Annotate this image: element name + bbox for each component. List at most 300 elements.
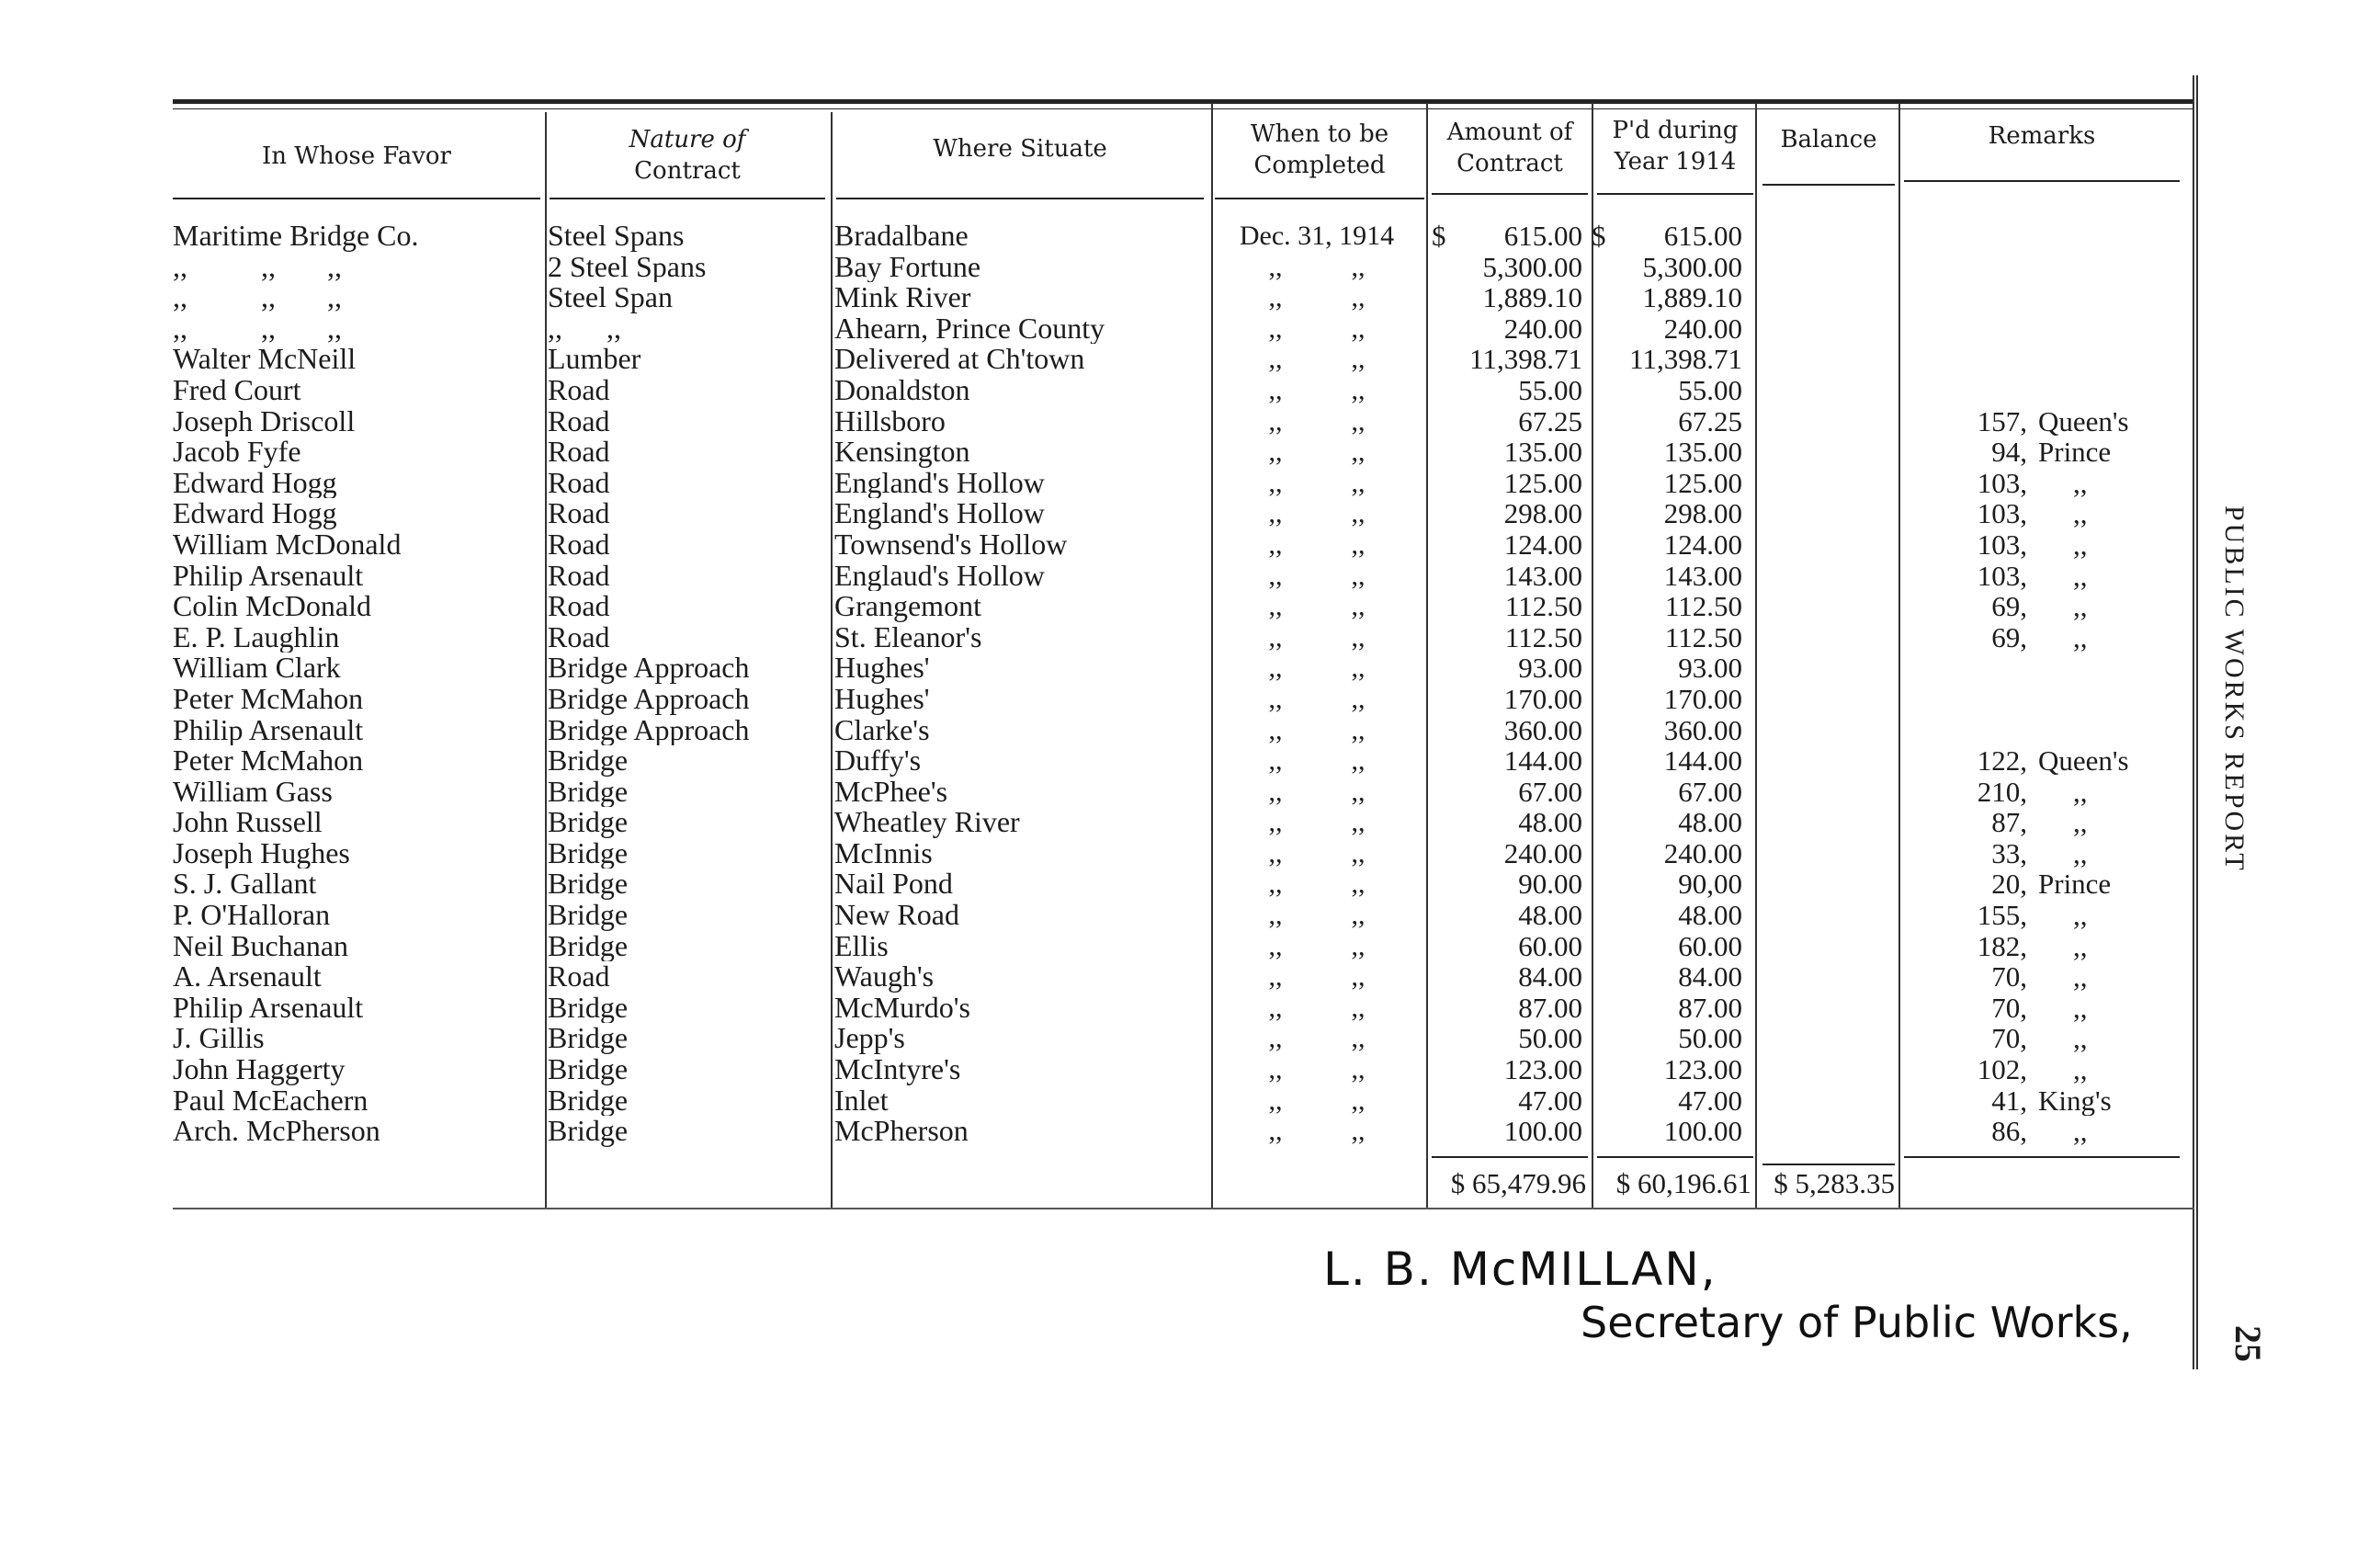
remarks-number: 103, — [1977, 498, 2027, 529]
balance-cell — [1742, 1085, 1889, 1117]
nature-cell: Road — [548, 621, 610, 653]
remarks-number: 182, — [1977, 930, 2027, 962]
amount-cell — [1422, 1085, 1582, 1117]
favor-cell: Paul McEachern — [173, 1084, 368, 1117]
remarks-cell — [1889, 498, 2185, 529]
nature-cell: Road — [548, 467, 610, 499]
nature-cell: Bridge Approach — [548, 714, 750, 746]
when-cell: ,, ,, — [1268, 868, 1366, 900]
remarks-place: ,, — [2073, 528, 2088, 561]
where-cell: St. Eleanor's — [834, 621, 982, 653]
totals-rule — [1904, 1156, 2180, 1158]
table-row — [173, 529, 2185, 561]
balance-cell — [1742, 561, 1889, 592]
nature-cell: Road — [548, 560, 610, 592]
remarks-cell — [1889, 344, 2185, 375]
paid-value: 67.00 — [1678, 776, 1742, 808]
paid-cell — [1582, 807, 1742, 838]
nature-cell: Road — [548, 591, 610, 622]
amount-cell — [1422, 252, 1582, 283]
amount-value: 360.00 — [1503, 714, 1582, 746]
nature-cell: Road — [548, 405, 610, 437]
remarks-number: 41, — [1991, 1084, 2027, 1117]
where-cell: McPhee's — [834, 776, 948, 808]
amount-value: 50.00 — [1518, 1023, 1582, 1055]
amount-cell — [1422, 622, 1582, 653]
when-cell: ,, ,, — [1268, 807, 1366, 838]
when-cell: ,, ,, — [1268, 776, 1366, 807]
when-cell: ,, ,, — [1268, 653, 1366, 684]
paid-cell — [1582, 252, 1742, 283]
when-cell: ,, ,, — [1268, 683, 1366, 714]
where-cell: Kensington — [834, 437, 970, 468]
dollar-sign: $ — [1432, 221, 1446, 252]
remarks-number: 86, — [1991, 1116, 2027, 1147]
nature-cell: Bridge — [548, 868, 629, 901]
nature-cell: ,, ,, — [548, 312, 621, 345]
paid-cell — [1582, 1116, 1742, 1147]
favor-cell: Philip Arsenault — [173, 992, 364, 1024]
balance-cell — [1742, 653, 1889, 684]
paid-value: 47.00 — [1678, 1084, 1742, 1117]
amount-cell — [1422, 406, 1582, 437]
paid-cell — [1582, 622, 1742, 653]
favor-cell: Philip Arsenault — [173, 714, 364, 746]
header-underline — [1432, 193, 1588, 195]
favor-cell: Joseph Driscoll — [173, 405, 356, 437]
paid-cell — [1582, 961, 1742, 993]
total-paid: $ 60,196.61 — [1615, 1167, 1751, 1199]
favor-cell: ,, ,, ,, — [173, 251, 342, 283]
when-cell: ,, ,, — [1268, 405, 1366, 437]
table-row — [173, 313, 2185, 345]
header-underline — [173, 198, 540, 199]
paid-value: 1,889.10 — [1642, 282, 1742, 313]
amount-value: 47.00 — [1518, 1084, 1582, 1117]
paid-cell — [1582, 684, 1742, 715]
amount-cell — [1422, 993, 1582, 1024]
remarks-number: 122, — [1977, 745, 2027, 777]
amount-cell — [1422, 1116, 1582, 1147]
favor-cell: Maritime Bridge Co. — [173, 221, 419, 252]
header-paid: P'd during Year 1914 — [1612, 117, 1739, 176]
amount-cell — [1422, 1023, 1582, 1054]
remarks-cell — [1889, 221, 2185, 252]
favor-cell: William McDonald — [173, 528, 402, 561]
favor-cell: Joseph Hughes — [173, 837, 350, 869]
table-row — [173, 406, 2185, 437]
when-cell: ,, ,, — [1268, 498, 1366, 529]
remarks-number: 103, — [1977, 528, 2027, 561]
paid-value: 360.00 — [1663, 714, 1742, 746]
amount-cell — [1422, 1054, 1582, 1085]
total-balance: $ 5,283.35 — [1774, 1167, 1895, 1199]
remarks-cell — [1889, 745, 2185, 777]
header-nature: Nature of Contract — [629, 126, 746, 185]
table-row — [173, 221, 2185, 252]
nature-cell: Road — [548, 374, 610, 406]
table-row — [173, 961, 2185, 993]
when-cell: ,, ,, — [1268, 1054, 1366, 1085]
where-cell: Inlet — [834, 1084, 889, 1117]
header-underline — [836, 198, 1204, 199]
when-cell: ,, ,, — [1268, 344, 1366, 375]
remarks-number: 102, — [1977, 1054, 2027, 1085]
balance-cell — [1742, 868, 1889, 900]
balance-cell — [1742, 745, 1889, 777]
where-cell: Duffy's — [834, 745, 922, 777]
remarks-place: ,, — [2073, 1054, 2088, 1085]
amount-value: 67.00 — [1518, 776, 1582, 808]
amount-value: 48.00 — [1518, 900, 1582, 931]
remarks-cell — [1889, 684, 2185, 715]
amount-cell — [1422, 931, 1582, 962]
favor-cell: Neil Buchanan — [173, 930, 349, 962]
where-cell: Delivered at Ch'town — [834, 344, 1085, 375]
table-row — [173, 561, 2185, 592]
when-cell: ,, ,, — [1268, 992, 1366, 1023]
balance-cell — [1742, 961, 1889, 993]
amount-cell — [1422, 868, 1582, 900]
header-remarks: Remarks — [1988, 122, 2096, 150]
totals-rule — [1432, 1156, 1588, 1158]
amount-cell — [1422, 745, 1582, 777]
balance-cell — [1742, 282, 1889, 313]
table-row — [173, 838, 2185, 869]
paid-value: 100.00 — [1663, 1116, 1742, 1147]
paid-cell — [1582, 468, 1742, 499]
bottom-rule — [173, 1208, 2194, 1209]
nature-cell: Bridge — [548, 992, 629, 1024]
when-cell: ,, ,, — [1268, 1023, 1366, 1054]
remarks-place: ,, — [2073, 807, 2088, 838]
paid-value: 48.00 — [1678, 900, 1742, 931]
balance-cell — [1742, 622, 1889, 653]
amount-value: 135.00 — [1503, 437, 1582, 468]
where-cell: Hillsboro — [834, 405, 946, 437]
remarks-number: 20, — [1991, 868, 2027, 901]
paid-cell — [1582, 1054, 1742, 1085]
remarks-number: 157, — [1977, 405, 2027, 437]
when-cell: ,, ,, — [1268, 745, 1366, 777]
paid-cell — [1582, 406, 1742, 437]
table-row — [173, 1054, 2185, 1085]
header-balance: Balance — [1780, 126, 1877, 153]
paid-value: 125.00 — [1663, 467, 1742, 499]
table-row — [173, 591, 2185, 622]
when-cell: ,, ,, — [1268, 560, 1366, 591]
table-row — [173, 745, 2185, 777]
amount-cell — [1422, 684, 1582, 715]
paid-value: 112.50 — [1664, 591, 1742, 622]
table-row — [173, 807, 2185, 838]
table-row — [173, 1085, 2185, 1117]
amount-cell — [1422, 529, 1582, 561]
amount-cell — [1422, 498, 1582, 529]
favor-cell: Peter McMahon — [173, 683, 364, 715]
paid-cell — [1582, 715, 1742, 746]
balance-cell — [1742, 375, 1889, 406]
remarks-cell — [1889, 1054, 2185, 1085]
paid-value: 90,00 — [1678, 868, 1742, 901]
remarks-cell — [1889, 777, 2185, 808]
balance-cell — [1742, 344, 1889, 375]
nature-cell: Steel Spans — [548, 221, 685, 252]
remarks-place: Prince — [2038, 437, 2112, 468]
paid-cell — [1582, 561, 1742, 592]
where-cell: Bay Fortune — [834, 251, 981, 283]
paid-value: 48.00 — [1678, 807, 1742, 838]
balance-cell — [1742, 931, 1889, 962]
amount-value: 123.00 — [1503, 1054, 1582, 1085]
remarks-number: 210, — [1977, 776, 2027, 808]
remarks-cell — [1889, 561, 2185, 592]
amount-value: 170.00 — [1503, 683, 1582, 715]
nature-cell: 2 Steel Spans — [548, 251, 707, 283]
balance-cell — [1742, 1023, 1889, 1054]
nature-cell: Bridge — [548, 776, 629, 808]
remarks-place: ,, — [2073, 560, 2088, 592]
paid-value: 143.00 — [1663, 560, 1742, 592]
remarks-number: 87, — [1991, 807, 2027, 838]
paid-value: 5,300.00 — [1642, 251, 1742, 283]
paid-value: 60.00 — [1678, 930, 1742, 962]
paid-value: 87.00 — [1678, 992, 1742, 1024]
when-cell: ,, ,, — [1268, 528, 1366, 560]
favor-cell: J. Gillis — [173, 1023, 265, 1055]
table-row — [173, 375, 2185, 406]
amount-cell — [1422, 561, 1582, 592]
remarks-place: ,, — [2073, 1023, 2088, 1055]
balance-cell — [1742, 252, 1889, 283]
paid-value: 144.00 — [1663, 745, 1742, 777]
where-cell: Wheatley River — [834, 807, 1020, 838]
paid-cell — [1582, 282, 1742, 313]
remarks-number: 94, — [1991, 437, 2027, 468]
table-row — [173, 993, 2185, 1024]
nature-cell: Bridge — [548, 837, 629, 869]
totals-rule — [1597, 1156, 1753, 1158]
balance-cell — [1742, 529, 1889, 561]
table-row — [173, 344, 2185, 375]
amount-value: 90.00 — [1518, 868, 1582, 901]
balance-cell — [1742, 838, 1889, 869]
where-cell: Nail Pond — [834, 868, 953, 901]
paid-value: 84.00 — [1678, 961, 1742, 993]
balance-cell — [1742, 900, 1889, 931]
nature-cell: Bridge — [548, 745, 629, 777]
remarks-cell — [1889, 252, 2185, 283]
remarks-cell — [1889, 437, 2185, 468]
where-cell: McMurdo's — [834, 992, 970, 1024]
paid-value: 170.00 — [1663, 683, 1742, 715]
remarks-cell — [1889, 715, 2185, 746]
remarks-cell — [1889, 1116, 2185, 1147]
remarks-cell — [1889, 282, 2185, 313]
amount-cell — [1422, 777, 1582, 808]
favor-cell: William Clark — [173, 653, 341, 684]
remarks-number: 103, — [1977, 467, 2027, 499]
remarks-cell — [1889, 900, 2185, 931]
where-cell: Clarke's — [834, 714, 930, 746]
remarks-cell — [1889, 406, 2185, 437]
paid-cell — [1582, 221, 1742, 252]
amount-value: 112.50 — [1504, 591, 1582, 622]
remarks-number: 33, — [1991, 837, 2027, 869]
paid-cell — [1582, 993, 1742, 1024]
paid-value: 11,398.71 — [1629, 344, 1742, 375]
dollar-sign: $ — [1592, 221, 1606, 252]
paid-value: 50.00 — [1678, 1023, 1742, 1055]
header-favor: In Whose Favor — [262, 142, 451, 170]
amount-cell — [1422, 344, 1582, 375]
remarks-place: ,, — [2073, 961, 2088, 993]
nature-cell: Bridge — [548, 900, 629, 931]
header-underline — [1215, 198, 1424, 199]
remarks-cell — [1889, 807, 2185, 838]
favor-cell: S. J. Gallant — [173, 868, 317, 901]
where-cell: Mink River — [834, 282, 971, 313]
amount-value: 87.00 — [1518, 992, 1582, 1024]
amount-value: 144.00 — [1503, 745, 1582, 777]
favor-cell: ,, ,, ,, — [173, 282, 342, 313]
header-underline — [550, 198, 825, 199]
table-row — [173, 1023, 2185, 1054]
when-cell: ,, ,, — [1268, 312, 1366, 344]
where-cell: England's Hollow — [834, 467, 1045, 499]
where-cell: McIntyre's — [834, 1054, 961, 1085]
table-row — [173, 715, 2185, 746]
balance-cell — [1742, 777, 1889, 808]
where-cell: Jepp's — [834, 1023, 905, 1055]
amount-value: 615.00 — [1503, 221, 1582, 252]
amount-value: 1,889.10 — [1482, 282, 1582, 313]
paid-value: 240.00 — [1663, 312, 1742, 345]
remarks-cell — [1889, 1023, 2185, 1054]
remarks-number: 103, — [1977, 560, 2027, 592]
amount-cell — [1422, 221, 1582, 252]
paid-value: 135.00 — [1663, 437, 1742, 468]
when-cell: ,, ,, — [1268, 282, 1366, 313]
amount-cell — [1422, 591, 1582, 622]
remarks-cell — [1889, 622, 2185, 653]
amount-value: 100.00 — [1503, 1116, 1582, 1147]
amount-value: 124.00 — [1503, 528, 1582, 561]
when-cell: ,, ,, — [1268, 437, 1366, 468]
amount-value: 60.00 — [1518, 930, 1582, 962]
remarks-place: King's — [2038, 1084, 2112, 1117]
favor-cell: Edward Hogg — [173, 467, 337, 499]
remarks-place: ,, — [2073, 992, 2088, 1024]
remarks-place: ,, — [2073, 467, 2088, 499]
where-cell: Grangemont — [834, 591, 981, 622]
contracts-table — [173, 221, 2185, 1147]
favor-cell: Jacob Fyfe — [173, 437, 301, 468]
where-cell: Hughes' — [834, 653, 930, 684]
balance-cell — [1742, 684, 1889, 715]
where-cell: Ahearn, Prince County — [834, 312, 1105, 345]
nature-cell: Bridge — [548, 930, 629, 962]
balance-cell — [1742, 406, 1889, 437]
amount-value: 84.00 — [1518, 961, 1582, 993]
when-cell: ,, ,, — [1268, 837, 1366, 868]
favor-cell: P. O'Halloran — [173, 900, 331, 931]
where-cell: Hughes' — [834, 683, 930, 715]
amount-value: 93.00 — [1518, 653, 1582, 684]
header-underline — [1762, 184, 1895, 186]
remarks-place: ,, — [2073, 900, 2088, 931]
paid-value: 298.00 — [1663, 498, 1742, 529]
balance-cell — [1742, 715, 1889, 746]
favor-cell: John Russell — [173, 807, 323, 838]
remarks-place: ,, — [2073, 837, 2088, 869]
amount-value: 240.00 — [1503, 312, 1582, 345]
paid-value: 112.50 — [1664, 621, 1742, 653]
paid-value: 67.25 — [1678, 405, 1742, 437]
paid-cell — [1582, 313, 1742, 345]
paid-cell — [1582, 868, 1742, 900]
where-cell: McPherson — [834, 1116, 969, 1147]
amount-value: 298.00 — [1503, 498, 1582, 529]
balance-cell — [1742, 1054, 1889, 1085]
amount-cell — [1422, 282, 1582, 313]
where-cell: Bradalbane — [834, 221, 969, 252]
nature-cell: Road — [548, 961, 610, 993]
remarks-number: 70, — [1991, 961, 2027, 993]
remarks-cell — [1889, 1085, 2185, 1117]
favor-cell: William Gass — [173, 776, 333, 808]
favor-cell: A. Arsenault — [173, 961, 322, 993]
nature-cell: Steel Span — [548, 282, 673, 313]
paid-cell — [1582, 529, 1742, 561]
when-cell: ,, ,, — [1268, 714, 1366, 745]
table-row — [173, 622, 2185, 653]
header-amount: Amount of Contract — [1446, 119, 1573, 177]
remarks-place: ,, — [2073, 930, 2088, 962]
nature-cell: Road — [548, 437, 610, 468]
amount-value: 143.00 — [1503, 560, 1582, 592]
favor-cell: Arch. McPherson — [173, 1116, 380, 1147]
amount-cell — [1422, 838, 1582, 869]
signature-title: Secretary of Public Works, — [1581, 1298, 2133, 1347]
amount-cell — [1422, 437, 1582, 468]
balance-cell — [1742, 1116, 1889, 1147]
paid-cell — [1582, 931, 1742, 962]
when-cell: ,, ,, — [1268, 467, 1366, 498]
remarks-cell — [1889, 993, 2185, 1024]
when-cell: ,, ,, — [1268, 1116, 1366, 1147]
remarks-cell — [1889, 868, 2185, 900]
balance-cell — [1742, 498, 1889, 529]
remarks-number: 155, — [1977, 900, 2027, 931]
table-row — [173, 252, 2185, 283]
amount-value: 11,398.71 — [1469, 344, 1582, 375]
totals-rule — [1762, 1164, 1895, 1165]
where-cell: Ellis — [834, 930, 889, 962]
nature-cell: Bridge Approach — [548, 653, 750, 684]
nature-cell: Road — [548, 528, 610, 561]
remarks-cell — [1889, 375, 2185, 406]
remarks-number: 70, — [1991, 992, 2027, 1024]
paid-cell — [1582, 1023, 1742, 1054]
amount-value: 67.25 — [1518, 405, 1582, 437]
header-when: When to be Completed — [1250, 120, 1389, 179]
favor-cell: Peter McMahon — [173, 745, 364, 777]
nature-cell: Bridge — [548, 1084, 629, 1117]
balance-cell — [1742, 313, 1889, 345]
nature-cell: Lumber — [548, 344, 641, 375]
balance-cell — [1742, 993, 1889, 1024]
